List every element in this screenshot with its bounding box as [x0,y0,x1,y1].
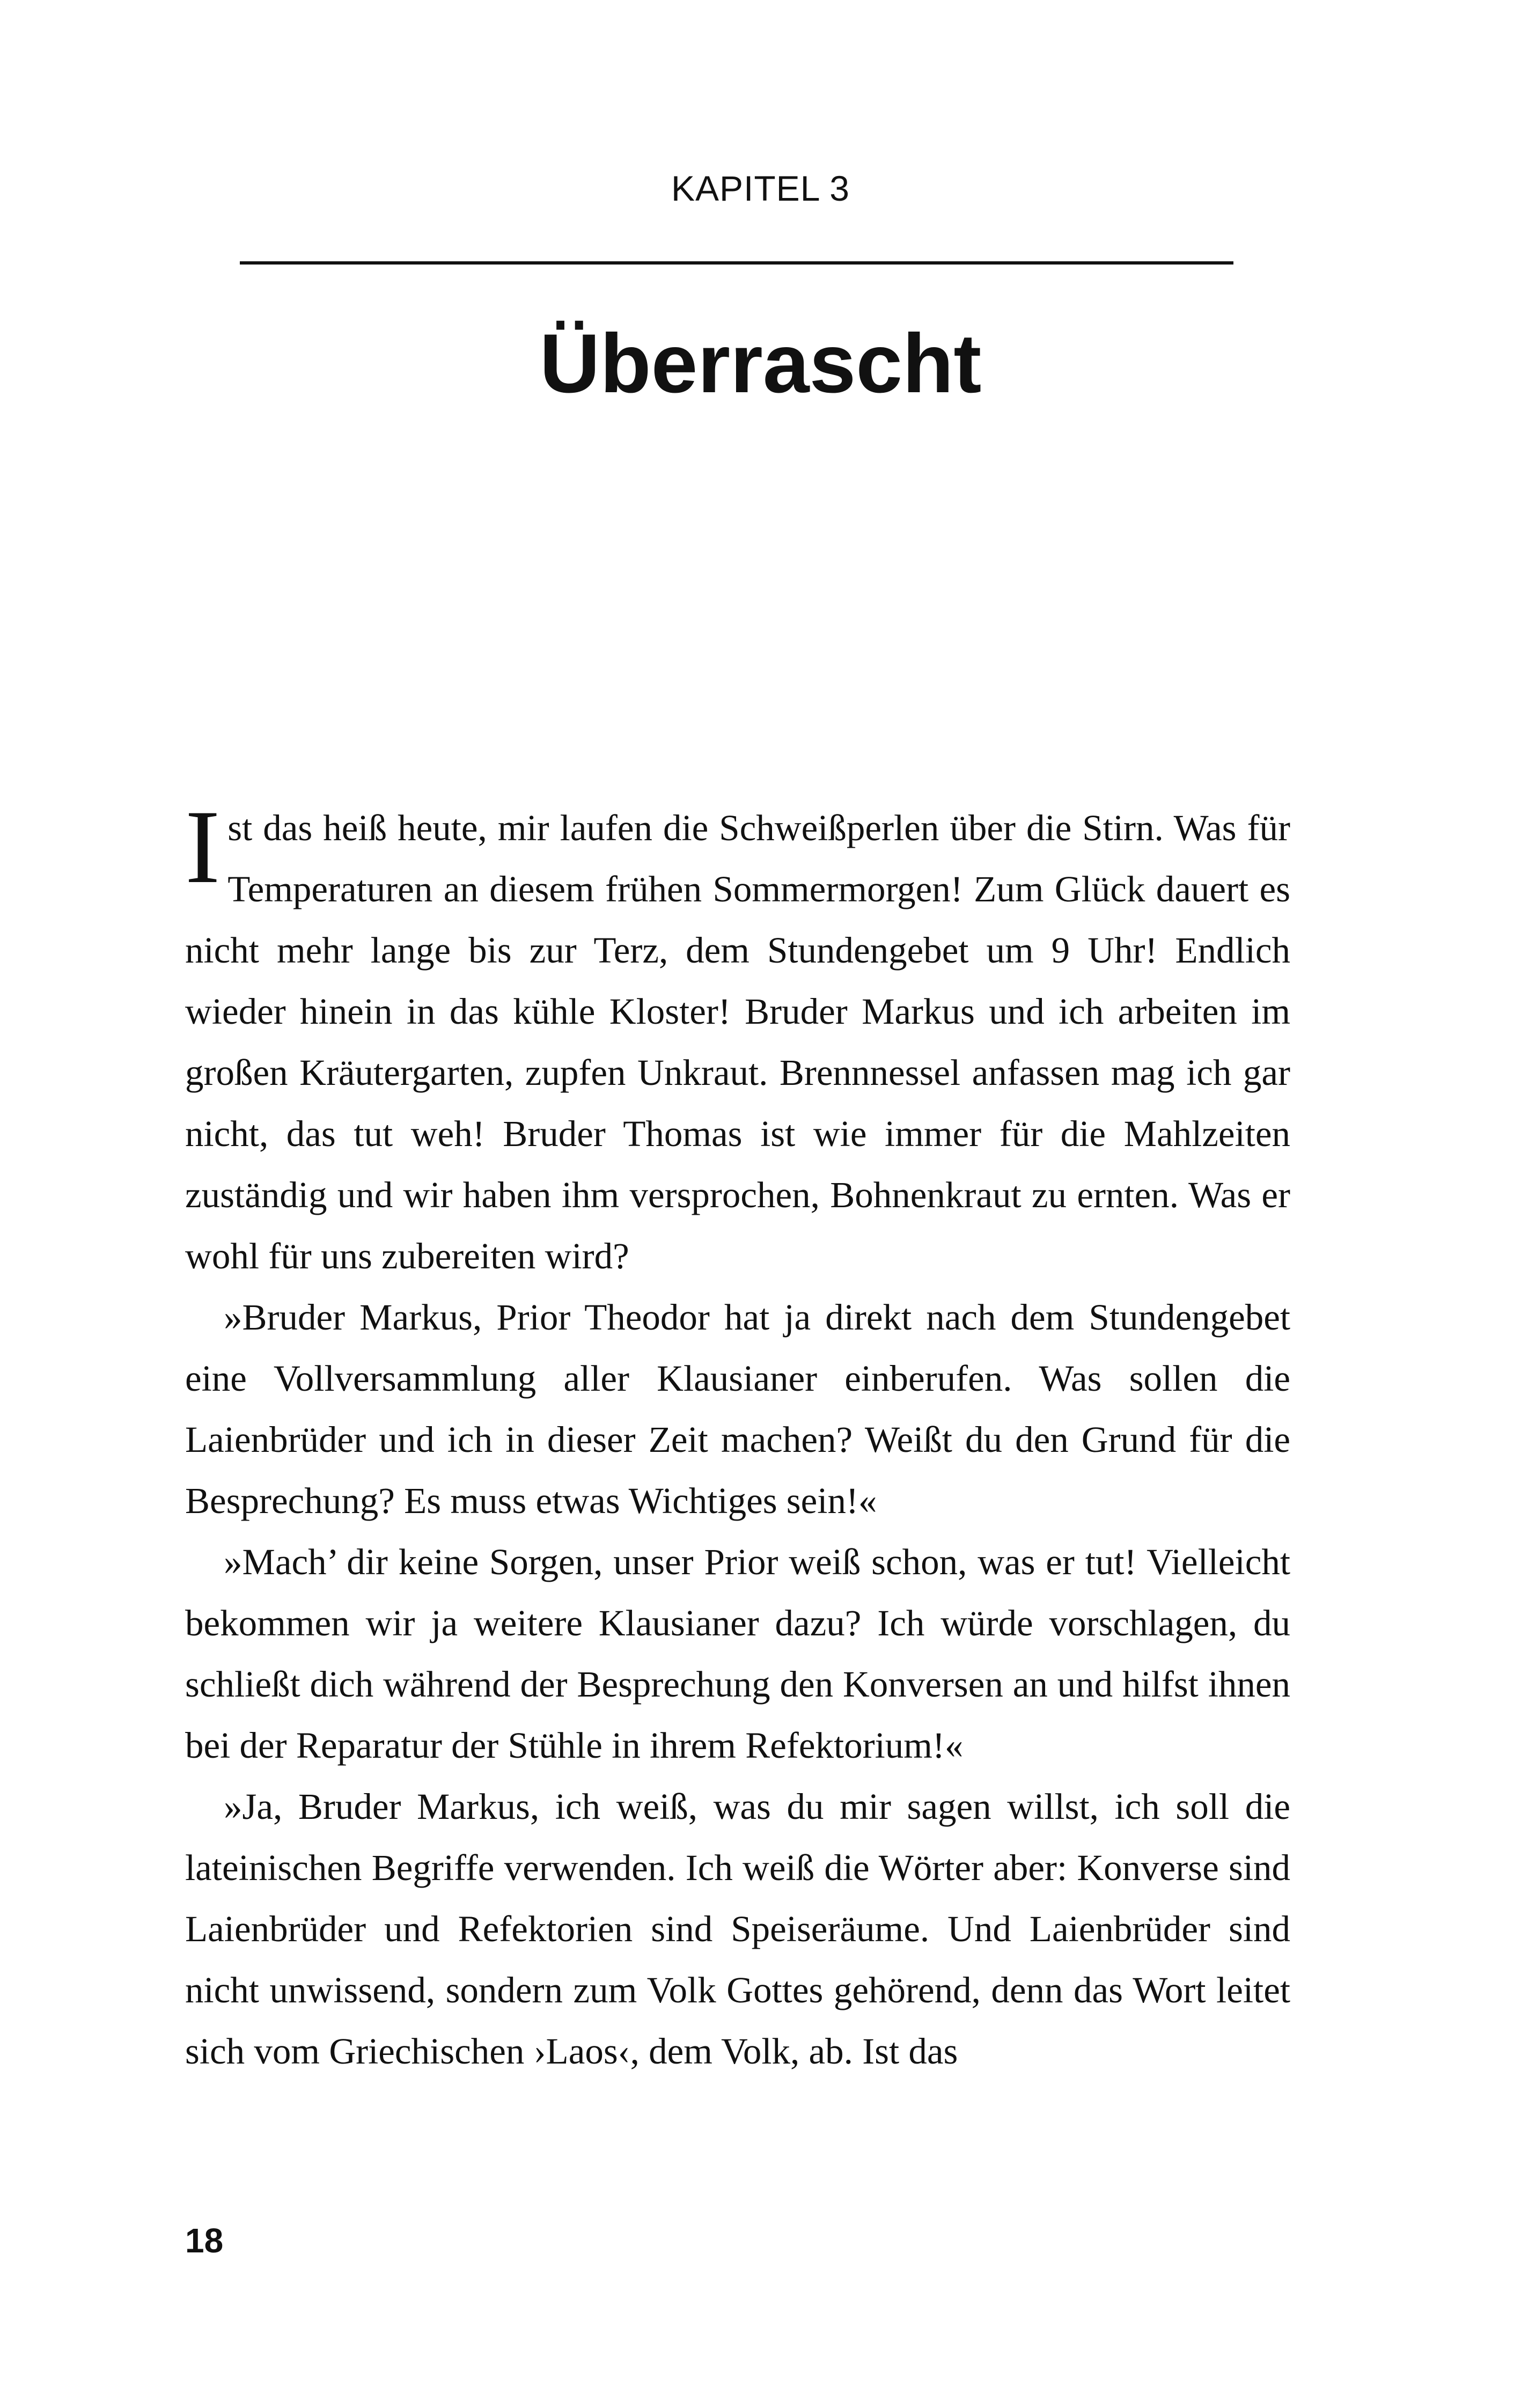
page-number: 18 [185,2221,224,2260]
paragraph: »Bruder Markus, Prior Theodor hat ja direkt nach dem Stundengebet eine Vollversammlung aller Klausianer einberufen. Was sollen die Laienbrüder und ich in dieser Zeit machen? Weißt du den Grund für die Besprechung? Es muss etwas Wichtiges sein!« [185,1297,1290,1521]
paragraph: »Ja, Bruder Markus, ich weiß, was du mir sagen willst, ich soll die lateinischen Begriffe verwenden. Ich weiß die Wörter aber: Konverse sind Laienbrüder und Refektorien sind Speiseräume. Und Laienbrüder sind nicht unwissend, sondern zum Volk Gottes gehörend, denn das Wort leitet sich vom Griechischen ›Laos‹, dem Volk, ab. Ist das [185,1786,1290,2072]
body-text [185,789,1290,2082]
chapter-label: KAPITEL 3 [671,168,850,208]
paragraph: Ist das heiß heute, mir laufen die Schweißperlen über die Stirn. Was für Temperaturen an diesem frühen Sommermorgen! Zum Glück dauert es nicht mehr lange bis zur Terz, dem Stundengebet um 9 Uhr! Endlich wieder hinein in das kühle Kloster! Bruder Markus und ich arbeiten im großen Kräutergarten, zupfen Unkraut. Brennnessel anfassen mag ich gar nicht, das tut weh! Bruder Thomas ist wie immer für die Mahlzeiten zuständig und wir haben ihm versprochen, Bohnenkraut zu ernten. Was er wohl für uns zubereiten wird? [185,789,1290,1276]
chapter-divider [240,261,1233,265]
chapter-title: Überrascht [539,317,982,410]
paragraph: »Mach’ dir keine Sorgen, unser Prior weiß schon, was er tut! Vielleicht bekommen wir ja weitere Klausianer dazu? Ich würde vorschlagen, du schließt dich während der Besprechung den Konversen an und hilfst ihnen bei der Reparatur der Stühle in ihrem Refektorium!« [185,1541,1290,1766]
